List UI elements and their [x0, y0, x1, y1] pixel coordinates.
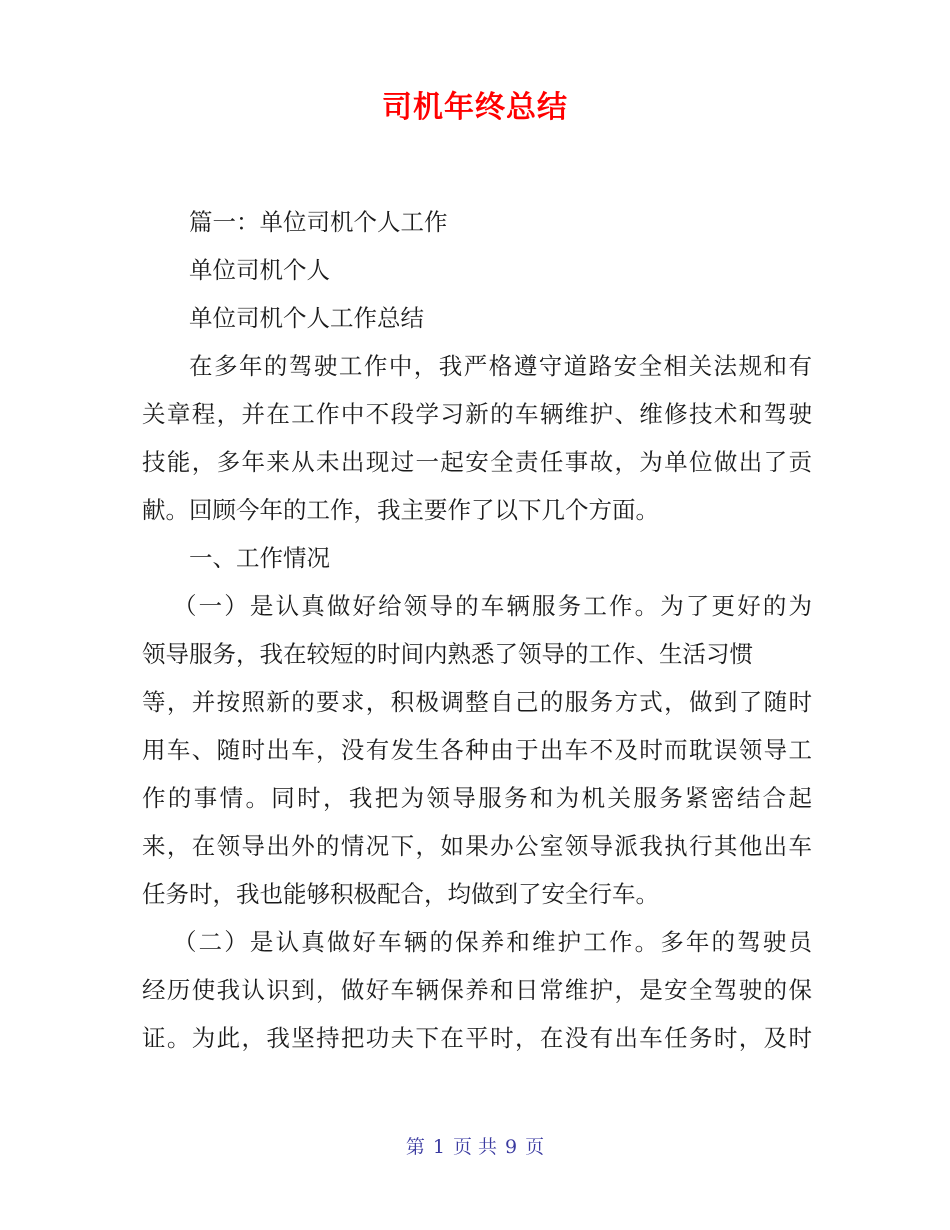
paragraph-line: 在多年的驾驶工作中，我严格遵守道路安全相关法规和有 — [189, 352, 812, 380]
page-label-middle: 页 共 — [452, 1136, 498, 1158]
section-heading: 一、工作情况 — [189, 544, 330, 572]
current-page-number: 1 — [432, 1136, 445, 1158]
paragraph-line: 任务时，我也能够积极配合，均做到了安全行车。 — [142, 880, 659, 908]
paragraph-line: 领导服务，我在较短的时间内熟悉了领导的工作、生活习惯 — [142, 640, 753, 668]
paragraph-line: 关章程，并在工作中不段学习新的车辆维护、维修技术和驾驶 — [142, 400, 812, 428]
document-title: 司机年终总结 — [382, 90, 568, 125]
page-label-suffix: 页 — [525, 1136, 545, 1158]
paragraph-line: 等，并按照新的要求，积极调整自己的服务方式，做到了随时 — [142, 688, 812, 716]
paragraph-line: 技能，多年来从未出现过一起安全责任事故，为单位做出了贡 — [142, 448, 812, 476]
page-label-prefix: 第 — [405, 1136, 425, 1158]
paragraph-line: 用车、随时出车，没有发生各种由于出车不及时而耽误领导工 — [142, 736, 812, 764]
subheading: 单位司机个人工作总结 — [189, 304, 424, 332]
paragraph-line: 献。回顾今年的工作，我主要作了以下几个方面。 — [142, 496, 659, 524]
document-body — [142, 198, 812, 1062]
paragraph-line: （一）是认真做好给领导的车辆服务工作。为了更好的为 — [173, 592, 812, 620]
subheading: 单位司机个人 — [189, 256, 330, 284]
paragraph-line: 作的事情。同时，我把为领导服务和为机关服务紧密结合起 — [142, 784, 812, 812]
paragraph-line: 来，在领导出外的情况下，如果办公室领导派我执行其他出车 — [142, 832, 812, 860]
page-footer — [0, 1134, 950, 1160]
paragraph-line: （二）是认真做好车辆的保养和维护工作。多年的驾驶员 — [173, 928, 812, 956]
paragraph-line: 证。为此，我坚持把功夫下在平时，在没有出车任务时，及时 — [142, 1024, 812, 1052]
paragraph-line: 经历使我认识到，做好车辆保养和日常维护，是安全驾驶的保 — [142, 976, 812, 1004]
section-heading: 篇一：单位司机个人工作 — [189, 208, 448, 236]
total-pages-number: 9 — [505, 1136, 518, 1158]
